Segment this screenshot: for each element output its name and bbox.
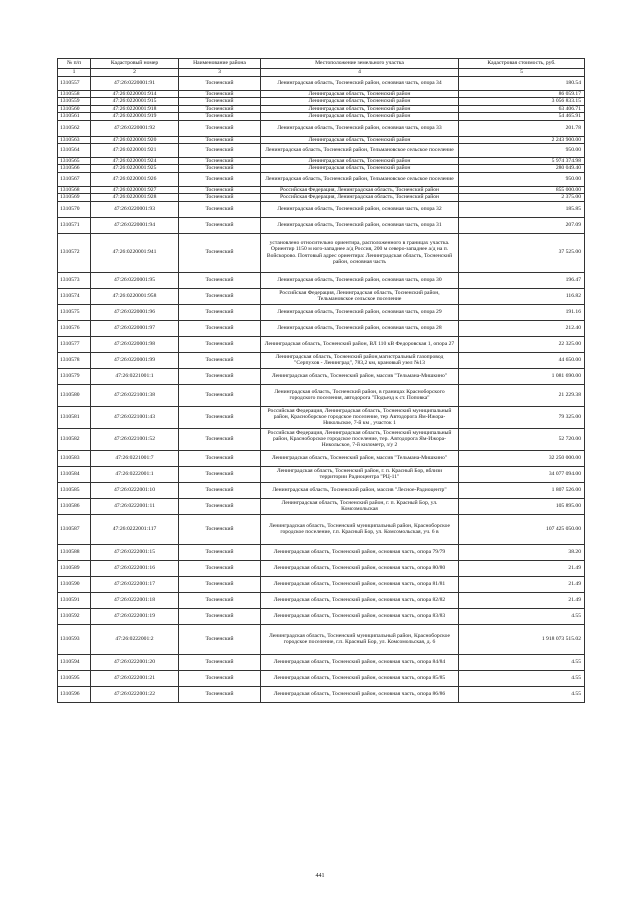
cell-cadastral-number: 47:26:0220001:96	[91, 304, 179, 320]
cell-value: 52 720.00	[459, 428, 585, 450]
cell-location: Ленинградская область, Тосненский район, основная часть, опора 79/79	[261, 544, 459, 560]
table-row	[58, 144, 585, 158]
cell-location: Ленинградская область, Тосненский район, в границах Красноборского городского поселения, автодорога "Подъезд к ст. Поповка"	[261, 384, 459, 406]
cell-row-number: 1310576	[58, 320, 91, 336]
cell-cadastral-number: 47:26:0222001:11	[91, 498, 179, 514]
cell-cadastral-number: 47:26:0220001:927	[91, 186, 179, 193]
cell-row-number: 1310568	[58, 186, 91, 193]
cell-district: Тосненский	[179, 498, 261, 514]
cell-location: Ленинградская область, Тосненский район, основная часть, опора 82/82	[261, 592, 459, 608]
cell-cadastral-number: 47:26:0220001:921	[91, 144, 179, 158]
cell-value: 4.55	[459, 686, 585, 702]
cell-value: 212.40	[459, 320, 585, 336]
cell-location: Ленинградская область, Тосненский район, Тельмановское сельское поселение	[261, 144, 459, 158]
cell-row-number: 1310567	[58, 172, 91, 186]
header-district-name: Наименование района	[179, 59, 261, 69]
header-number-4: 4	[261, 69, 459, 77]
cell-value: 34 077 094.00	[459, 466, 585, 482]
cell-district: Тосненский	[179, 105, 261, 112]
cell-row-number: 1310593	[58, 624, 91, 654]
cell-cadastral-number: 47:26:0220001:91	[91, 77, 179, 91]
cell-location: Ленинградская область, Тосненский район, основная часть, опора 34	[261, 77, 459, 91]
table-body	[58, 77, 585, 703]
cell-cadastral-number: 47:26:0222001:1	[91, 466, 179, 482]
cell-location: Ленинградская область, Тосненский муниципальный район, Красноборское городское поселение, г.п. Красный Бор, ул. Комсомольская, уч. 6 в	[261, 514, 459, 544]
cell-district: Тосненский	[179, 654, 261, 670]
cell-value: 21.49	[459, 592, 585, 608]
page-number: 441	[315, 873, 325, 879]
table-row	[58, 272, 585, 288]
cell-cadastral-number: 47:26:0220001:918	[91, 105, 179, 112]
cell-cadastral-number: 47:26:0221001:43	[91, 406, 179, 428]
cell-row-number: 1310594	[58, 654, 91, 670]
cell-district: Тосненский	[179, 576, 261, 592]
cell-cadastral-number: 47:26:0220001:97	[91, 320, 179, 336]
cell-district: Тосненский	[179, 320, 261, 336]
cell-cadastral-number: 47:26:0222001:21	[91, 670, 179, 686]
cell-value: 4.55	[459, 670, 585, 686]
cell-district: Тосненский	[179, 336, 261, 352]
cell-row-number: 1310570	[58, 201, 91, 217]
cell-value: 21.49	[459, 576, 585, 592]
header-number-5: 5	[459, 69, 585, 77]
cell-cadastral-number: 47:26:0222001:19	[91, 608, 179, 624]
cell-value: 5 974 374.98	[459, 158, 585, 165]
cell-value: 22 325.00	[459, 336, 585, 352]
cell-row-number: 1310573	[58, 272, 91, 288]
cell-location: Ленинградская область, Тосненский район, г. п. Красный Бор, вблизи территории Радиоцентра "РЦ-11"	[261, 466, 459, 482]
cell-cadastral-number: 47:26:0220001:925	[91, 165, 179, 172]
cell-value: 855 000.00	[459, 186, 585, 193]
table-row	[58, 670, 585, 686]
cell-value: 21.49	[459, 560, 585, 576]
cell-district: Тосненский	[179, 91, 261, 98]
table-row	[58, 233, 585, 272]
cell-cadastral-number: 47:26:0220001:928	[91, 194, 179, 201]
cell-row-number: 1310557	[58, 77, 91, 91]
cell-district: Тосненский	[179, 217, 261, 233]
cell-cadastral-number: 47:26:0220001:958	[91, 288, 179, 304]
cell-location: Ленинградская область, Тосненский район,магистральный газопровод "Серпухов - Ленинград", 783,2 км, крановый узел №13	[261, 352, 459, 368]
cell-location: Ленинградская область, Тосненский район, основная часть, опора 80/80	[261, 560, 459, 576]
cell-location: Ленинградская область, Тосненский район, Тельмановское сельское поселение	[261, 172, 459, 186]
cell-cadastral-number: 47:26:0222001:18	[91, 592, 179, 608]
cell-row-number: 1310580	[58, 384, 91, 406]
cell-district: Тосненский	[179, 686, 261, 702]
cell-cadastral-number: 47:26:0220001:98	[91, 336, 179, 352]
cell-value: 191.16	[459, 304, 585, 320]
cell-district: Тосненский	[179, 233, 261, 272]
cell-location: Ленинградская область, Тосненский муниципальный район, Красноборское городское поселение, г.п. Красный Бор, ул. Комсомольская, д. 6	[261, 624, 459, 654]
cell-location: Ленинградская область, Тосненский район, ВЛ 110 кВ Федоровская 1, опора 27	[261, 336, 459, 352]
cell-value: 950.00	[459, 144, 585, 158]
cell-location: Ленинградская область, Тосненский район, основная часть, опора 31	[261, 217, 459, 233]
cell-location: Ленинградская область, Тосненский район, массив "Тельмана-Мишкино"	[261, 368, 459, 384]
cell-district: Тосненский	[179, 165, 261, 172]
cell-row-number: 1310584	[58, 466, 91, 482]
table-row	[58, 217, 585, 233]
cell-district: Тосненский	[179, 592, 261, 608]
table-row	[58, 98, 585, 105]
cell-cadastral-number: 47:26:0220001:92	[91, 120, 179, 136]
cell-row-number: 1310558	[58, 91, 91, 98]
cell-cadastral-number: 47:26:0220001:924	[91, 158, 179, 165]
cell-location: Ленинградская область, Тосненский район	[261, 158, 459, 165]
cell-district: Тосненский	[179, 406, 261, 428]
cell-row-number: 1310586	[58, 498, 91, 514]
table-row	[58, 336, 585, 352]
cell-location: Российская Федерация, Ленинградская область, Тосненский район	[261, 194, 459, 201]
cell-location: Ленинградская область, Тосненский район, основная часть, опора 28	[261, 320, 459, 336]
table-row	[58, 654, 585, 670]
cell-district: Тосненский	[179, 201, 261, 217]
cell-row-number: 1310574	[58, 288, 91, 304]
cell-value: 86 059.17	[459, 91, 585, 98]
cell-cadastral-number: 47:26:0220001:926	[91, 172, 179, 186]
cell-row-number: 1310564	[58, 144, 91, 158]
table-header-numbers-row	[58, 69, 585, 77]
cell-location: Ленинградская область, Тосненский район	[261, 136, 459, 143]
cell-location: Российская Федерация, Ленинградская область, Тосненский район, Тельмановское сельское поселение	[261, 288, 459, 304]
cell-row-number: 1310590	[58, 576, 91, 592]
table-row	[58, 201, 585, 217]
cell-cadastral-number: 47:26:0221001:7	[91, 450, 179, 466]
cell-value: 196.47	[459, 272, 585, 288]
cell-cadastral-number: 47:26:0222001:10	[91, 482, 179, 498]
cell-cadastral-number: 47:26:0220001:99	[91, 352, 179, 368]
cell-value: 180.54	[459, 77, 585, 91]
cell-row-number: 1310588	[58, 544, 91, 560]
table-row	[58, 113, 585, 120]
cell-value: 1 918 073 515.02	[459, 624, 585, 654]
cell-cadastral-number: 47:26:0220001:914	[91, 91, 179, 98]
cell-row-number: 1310560	[58, 105, 91, 112]
cell-row-number: 1310596	[58, 686, 91, 702]
cell-district: Тосненский	[179, 172, 261, 186]
cell-row-number: 1310559	[58, 98, 91, 105]
cell-cadastral-number: 47:26:0221001:1	[91, 368, 179, 384]
cell-district: Тосненский	[179, 450, 261, 466]
cell-value: 116.82	[459, 288, 585, 304]
cell-row-number: 1310587	[58, 514, 91, 544]
cell-value: 54 465.91	[459, 113, 585, 120]
table-row	[58, 384, 585, 406]
header-row-number: № п/п	[58, 59, 91, 69]
cell-location: Ленинградская область, Тосненский район, основная часть, опора 32	[261, 201, 459, 217]
cell-value: 2 243 900.00	[459, 136, 585, 143]
table-row	[58, 304, 585, 320]
cell-location: установлено относительно ориентира, расположенного в границах участка. Ориентир 1150 м юго-западнее а/д Россия, 200 м северо-западнее а/д на п. Войскорово. Почтовый адрес ориентира: Ленинградская область, Тосненский район, основная часть	[261, 233, 459, 272]
cell-district: Тосненский	[179, 428, 261, 450]
cell-value: 21 229.38	[459, 384, 585, 406]
cell-district: Тосненский	[179, 194, 261, 201]
table-row	[58, 592, 585, 608]
cell-cadastral-number: 47:26:0222001:16	[91, 560, 179, 576]
cell-cadastral-number: 47:26:0222001:15	[91, 544, 179, 560]
table-row	[58, 352, 585, 368]
cell-cadastral-number: 47:26:0221001:52	[91, 428, 179, 450]
cell-cadastral-number: 47:26:0222001:22	[91, 686, 179, 702]
cell-location: Ленинградская область, Тосненский район	[261, 113, 459, 120]
cell-district: Тосненский	[179, 113, 261, 120]
cell-row-number: 1310575	[58, 304, 91, 320]
cell-value: 280 049.40	[459, 165, 585, 172]
cell-cadastral-number: 47:26:0220001:94	[91, 217, 179, 233]
cell-cadastral-number: 47:26:0220001:920	[91, 136, 179, 143]
table-row	[58, 105, 585, 112]
cell-value: 107 425 050.00	[459, 514, 585, 544]
cell-value: 105 895.00	[459, 498, 585, 514]
cell-value: 1 081 690.00	[459, 368, 585, 384]
cell-district: Тосненский	[179, 624, 261, 654]
cell-value: 38.20	[459, 544, 585, 560]
cell-location: Ленинградская область, Тосненский район, основная часть, опора 81/81	[261, 576, 459, 592]
cell-location: Ленинградская область, Тосненский район, массив "Лесное-Радиоцентр"	[261, 482, 459, 498]
table-row	[58, 608, 585, 624]
cell-district: Тосненский	[179, 514, 261, 544]
cell-cadastral-number: 47:26:0222001:20	[91, 654, 179, 670]
cell-row-number: 1310561	[58, 113, 91, 120]
cell-district: Тосненский	[179, 670, 261, 686]
table-row	[58, 172, 585, 186]
cell-row-number: 1310591	[58, 592, 91, 608]
cell-cadastral-number: 47:26:0220001:919	[91, 113, 179, 120]
cell-cadastral-number: 47:26:0222001:117	[91, 514, 179, 544]
cell-row-number: 1310578	[58, 352, 91, 368]
table-row	[58, 120, 585, 136]
cell-district: Тосненский	[179, 482, 261, 498]
cell-district: Тосненский	[179, 352, 261, 368]
cell-cadastral-number: 47:26:0221001:38	[91, 384, 179, 406]
cell-district: Тосненский	[179, 120, 261, 136]
cell-location: Российская Федерация, Ленинградская область, Тосненский муниципальный район, Красноборское городское поселение, тер. Автодорога Ям-Ижора-Никольское, 7-й километр, з/у 2	[261, 428, 459, 450]
cell-value: 32 250 000.00	[459, 450, 585, 466]
header-location: Местоположение земельного участка	[261, 59, 459, 69]
cell-row-number: 1310589	[58, 560, 91, 576]
cell-district: Тосненский	[179, 77, 261, 91]
cell-cadastral-number: 47:26:0222001:17	[91, 576, 179, 592]
table-row	[58, 498, 585, 514]
cadastral-table	[57, 58, 585, 703]
cell-location: Ленинградская область, Тосненский район, основная часть, опора 29	[261, 304, 459, 320]
cell-row-number: 1310569	[58, 194, 91, 201]
cell-location: Ленинградская область, Тосненский район	[261, 165, 459, 172]
cell-location: Ленинградская область, Тосненский район, основная часть, опора 85/85	[261, 670, 459, 686]
cell-district: Тосненский	[179, 272, 261, 288]
cell-district: Тосненский	[179, 368, 261, 384]
cell-district: Тосненский	[179, 384, 261, 406]
cell-row-number: 1310585	[58, 482, 91, 498]
table-row	[58, 136, 585, 143]
table-row	[58, 686, 585, 702]
cell-cadastral-number: 47:26:0222001:2	[91, 624, 179, 654]
cell-value: 207.09	[459, 217, 585, 233]
cell-value: 44 650.00	[459, 352, 585, 368]
table-row	[58, 194, 585, 201]
table-row	[58, 406, 585, 428]
cell-district: Тосненский	[179, 560, 261, 576]
cell-district: Тосненский	[179, 466, 261, 482]
cell-value: 4.55	[459, 654, 585, 670]
cell-location: Российская Федерация, Ленинградская область, Тосненский район	[261, 186, 459, 193]
cell-district: Тосненский	[179, 304, 261, 320]
cell-row-number: 1310595	[58, 670, 91, 686]
header-cadastral-value: Кадастровая стоимость, руб.	[459, 59, 585, 69]
cell-value: 37 525.00	[459, 233, 585, 272]
cell-district: Тосненский	[179, 288, 261, 304]
table-row	[58, 576, 585, 592]
cell-cadastral-number: 47:26:0220001:915	[91, 98, 179, 105]
cell-location: Ленинградская область, Тосненский район, г. п. Красный Бор, ул. Комсомольская	[261, 498, 459, 514]
cell-location: Ленинградская область, Тосненский район, основная часть, опора 83/83	[261, 608, 459, 624]
cell-district: Тосненский	[179, 144, 261, 158]
cell-value: 2 375.00	[459, 194, 585, 201]
cell-row-number: 1310579	[58, 368, 91, 384]
table-row	[58, 624, 585, 654]
cell-cadastral-number: 47:26:0220001:93	[91, 201, 179, 217]
cell-row-number: 1310571	[58, 217, 91, 233]
table-row	[58, 428, 585, 450]
cell-value: 63 406.71	[459, 105, 585, 112]
cell-district: Тосненский	[179, 98, 261, 105]
cell-district: Тосненский	[179, 544, 261, 560]
table-row	[58, 450, 585, 466]
cell-location: Ленинградская область, Тосненский район, основная часть, опора 84/84	[261, 654, 459, 670]
cell-location: Ленинградская область, Тосненский район	[261, 98, 459, 105]
cell-value: 79 325.00	[459, 406, 585, 428]
header-number-1: 1	[58, 69, 91, 77]
cell-location: Ленинградская область, Тосненский район, основная часть, опора 86/86	[261, 686, 459, 702]
cell-row-number: 1310581	[58, 406, 91, 428]
cell-value: 950.00	[459, 172, 585, 186]
table-row	[58, 466, 585, 482]
cell-location: Ленинградская область, Тосненский район, массив "Тельмана-Мишкино"	[261, 450, 459, 466]
table-row	[58, 288, 585, 304]
table-header-row	[58, 59, 585, 69]
cell-row-number: 1310565	[58, 158, 91, 165]
cell-row-number: 1310583	[58, 450, 91, 466]
cell-value: 201.78	[459, 120, 585, 136]
cell-value: 4.55	[459, 608, 585, 624]
cell-location: Ленинградская область, Тосненский район	[261, 105, 459, 112]
table-row	[58, 158, 585, 165]
header-cadastral-number: Кадастровый номер	[91, 59, 179, 69]
table-row	[58, 77, 585, 91]
table-row	[58, 544, 585, 560]
cell-location: Ленинградская область, Тосненский район	[261, 91, 459, 98]
cell-row-number: 1310592	[58, 608, 91, 624]
cell-district: Тосненский	[179, 186, 261, 193]
table-row	[58, 482, 585, 498]
table-row	[58, 91, 585, 98]
cell-value: 1 807 526.00	[459, 482, 585, 498]
cell-row-number: 1310572	[58, 233, 91, 272]
table-row	[58, 320, 585, 336]
table-row	[58, 560, 585, 576]
cell-location: Ленинградская область, Тосненский район, основная часть, опора 33	[261, 120, 459, 136]
cell-row-number: 1310577	[58, 336, 91, 352]
table-row	[58, 165, 585, 172]
cell-cadastral-number: 47:26:0220001:941	[91, 233, 179, 272]
cell-row-number: 1310562	[58, 120, 91, 136]
cell-district: Тосненский	[179, 136, 261, 143]
table-row	[58, 368, 585, 384]
cell-cadastral-number: 47:26:0220001:95	[91, 272, 179, 288]
table-row	[58, 514, 585, 544]
cell-district: Тосненский	[179, 608, 261, 624]
cell-location: Российская Федерация, Ленинградская область, Тосненский муниципальный район, Красноборское городское поселение, тер Автодорога Ям-Ижора-Никольское, 7-й км , участок 1	[261, 406, 459, 428]
cell-value: 3 056 833.15	[459, 98, 585, 105]
cell-value: 185.85	[459, 201, 585, 217]
header-number-2: 2	[91, 69, 179, 77]
cell-row-number: 1310582	[58, 428, 91, 450]
cell-row-number: 1310566	[58, 165, 91, 172]
cell-location: Ленинградская область, Тосненский район, основная часть, опора 30	[261, 272, 459, 288]
table-row	[58, 186, 585, 193]
cell-row-number: 1310563	[58, 136, 91, 143]
document-page	[57, 58, 584, 703]
cell-district: Тосненский	[179, 158, 261, 165]
header-number-3: 3	[179, 69, 261, 77]
